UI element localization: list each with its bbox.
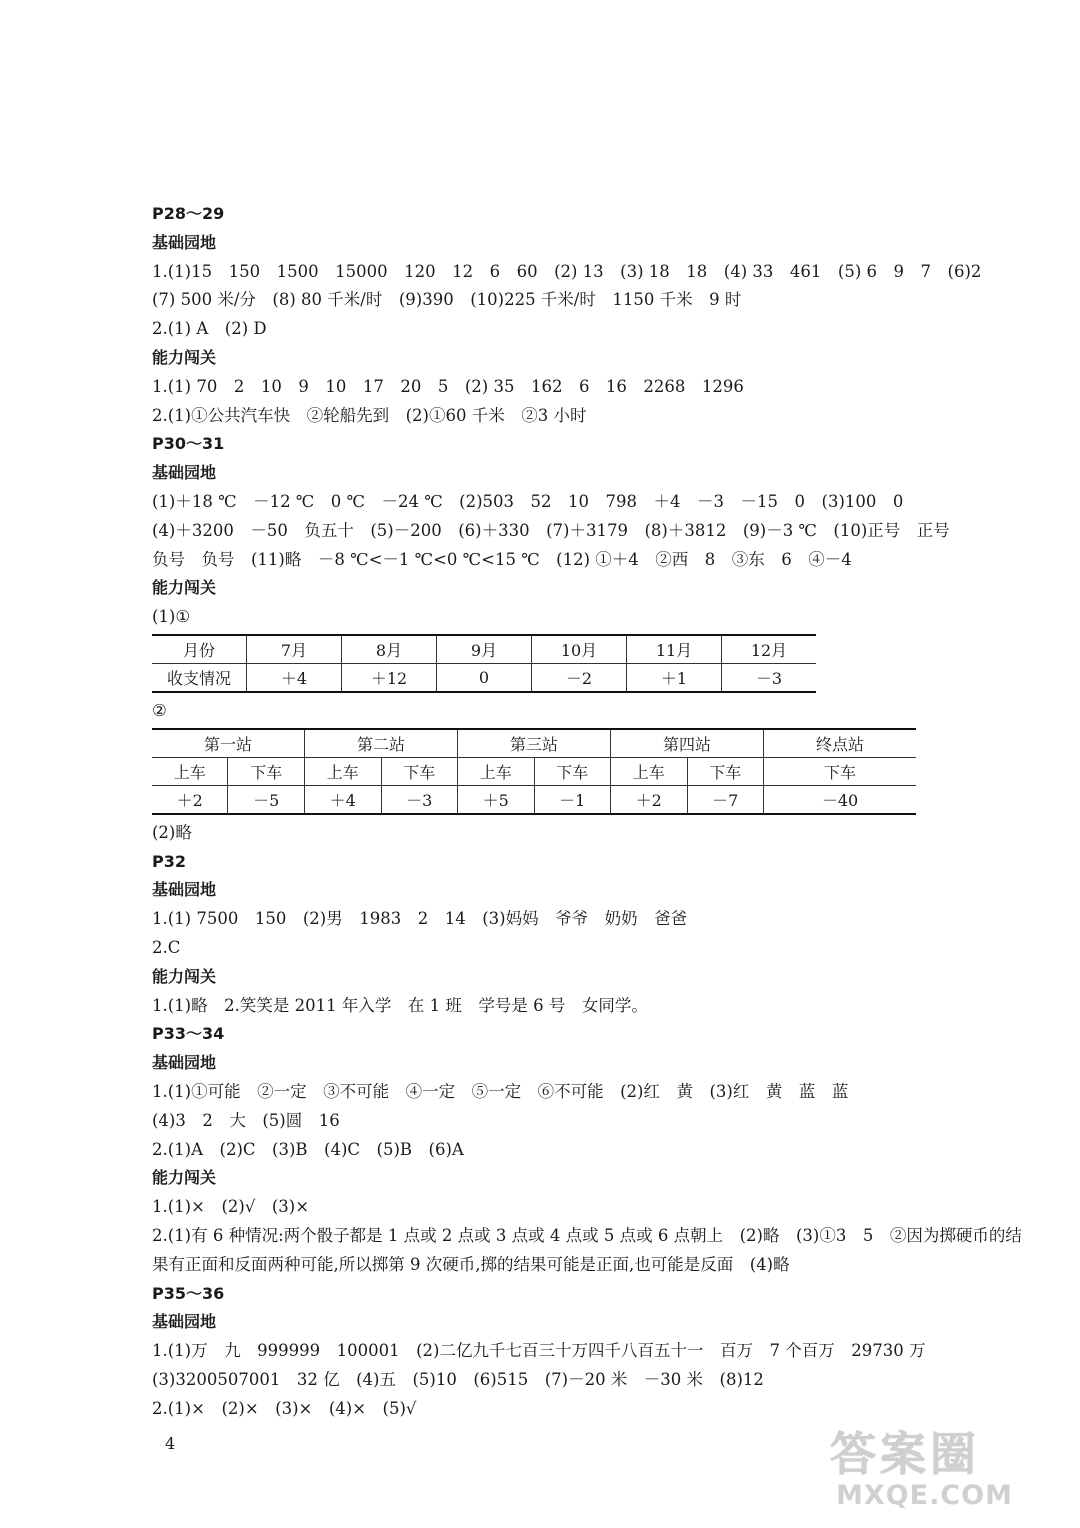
table-cell: 终点站 xyxy=(764,729,917,758)
ability-section-title: 能力闯关 xyxy=(152,578,217,598)
table-cell: －5 xyxy=(228,785,305,814)
table-cell: ＋4 xyxy=(305,785,382,814)
answer-line: 1.(1)万 九 999999 100001 (2)二亿九千七百三十万四千八百五十一 百万 7 个百万 29730 万 xyxy=(152,1341,926,1361)
answer-line: (3)3200507001 32 亿 (4)五 (5)10 (6)515 (7)－20 米 －30 米 (8)12 xyxy=(152,1369,764,1389)
table-cell: ＋4 xyxy=(247,663,342,692)
table-cell: 7月 xyxy=(247,635,342,664)
table-cell: 10月 xyxy=(532,635,627,664)
table-cell: 下车 xyxy=(381,757,458,785)
income-expense-table xyxy=(152,634,816,693)
table-cell: 上车 xyxy=(152,757,228,785)
watermark-logo-icon: 答案圈 xyxy=(830,1427,980,1481)
answer-page xyxy=(152,200,1032,1423)
table-cell: ＋2 xyxy=(611,785,688,814)
basic-section-title: 基础园地 xyxy=(152,880,217,900)
table-cell: ＋5 xyxy=(458,785,535,814)
table-cell: 收支情况 xyxy=(152,663,247,692)
table-cell: 0 xyxy=(437,663,532,692)
table-cell: －3 xyxy=(381,785,458,814)
answer-line: 1.(1)略 2.笑笑是 2011 年入学 在 1 班 学号是 6 号 女同学。 xyxy=(152,995,648,1015)
table-cell: 上车 xyxy=(458,757,535,785)
table-cell: ＋1 xyxy=(627,663,722,692)
table-cell: －3 xyxy=(722,663,817,692)
table-cell: 月份 xyxy=(152,635,247,664)
sub-question-label: (1)① xyxy=(152,607,191,627)
answer-line: (4)＋3200 －50 负五十 (5)－200 (6)＋330 (7)＋3179 (8)＋3812 (9)－3 ℃ (10)正号 正号 xyxy=(152,520,950,540)
table-cell: 12月 xyxy=(722,635,817,664)
answer-line: 2.(1) A (2) D xyxy=(152,319,267,339)
answer-line: (4)3 2 大 (5)圆 16 xyxy=(152,1110,340,1130)
table-cell: 上车 xyxy=(305,757,382,785)
table-cell: 上车 xyxy=(611,757,688,785)
table-cell: 8月 xyxy=(342,635,437,664)
table-cell: 11月 xyxy=(627,635,722,664)
table-cell: 第三站 xyxy=(458,729,611,758)
answer-line: 2.(1)× (2)× (3)× (4)× (5)√ xyxy=(152,1398,417,1418)
table-header-row xyxy=(152,729,916,758)
table-cell: 第四站 xyxy=(611,729,764,758)
page-range-heading: P30～31 xyxy=(152,434,225,454)
answer-line: 1.(1) 70 2 10 9 10 17 20 5 (2) 35 162 6 16 2268 1296 xyxy=(152,376,744,396)
answer-line: 2.(1)A (2)C (3)B (4)C (5)B (6)A xyxy=(152,1139,464,1159)
page-range-heading: P33～34 xyxy=(152,1024,225,1044)
page-range-heading: P35～36 xyxy=(152,1283,225,1303)
watermark-url: MXQE.COM xyxy=(836,1480,1013,1511)
table-cell: 第二站 xyxy=(305,729,458,758)
basic-section-title: 基础园地 xyxy=(152,463,217,483)
sub-question-label: ② xyxy=(152,700,167,720)
answer-line: 1.(1)× (2)√ (3)× xyxy=(152,1197,310,1217)
ability-section-title: 能力闯关 xyxy=(152,1168,217,1188)
table-cell: ＋2 xyxy=(152,785,228,814)
answer-line: 1.(1) 7500 150 (2)男 1983 2 14 (3)妈妈 爷爷 奶奶 爸爸 xyxy=(152,909,688,929)
page-number: 4 xyxy=(165,1434,176,1453)
answer-paragraph: 2.(1)有 6 种情况:两个骰子都是 1 点或 2 点或 3 点或 4 点或 5 点或 6 点朝上 (2)略 (3)①3 5 ②因为掷硬币的结果有正面和反面两种可能,所以掷第 9 次硬币,掷的结果可能是正面,也可能是反面 (4)略 xyxy=(152,1225,1022,1274)
answer-line: (2)略 xyxy=(152,822,192,842)
basic-section-title: 基础园地 xyxy=(152,1053,217,1073)
ability-section-title: 能力闯关 xyxy=(152,347,217,367)
answer-line: 负号 负号 (11)略 －8 ℃<－1 ℃<0 ℃<15 ℃ (12) ①＋4 ②西 8 ③东 6 ④－4 xyxy=(152,549,852,569)
table-cell: 下车 xyxy=(764,757,917,785)
table-cell: －1 xyxy=(534,785,611,814)
table-row xyxy=(152,757,916,785)
answer-line: (1)＋18 ℃ －12 ℃ 0 ℃ －24 ℃ (2)503 52 10 798 ＋4 －3 －15 0 (3)100 0 xyxy=(152,491,904,511)
answer-line: 2.C xyxy=(152,937,181,957)
table-row xyxy=(152,785,916,814)
answer-line: 1.(1)15 150 1500 15000 120 12 6 60 (2) 13 (3) 18 18 (4) 33 461 (5) 6 9 7 (6)2 xyxy=(152,261,982,281)
table-cell: 下车 xyxy=(228,757,305,785)
basic-section-title: 基础园地 xyxy=(152,232,217,252)
table-cell: 第一站 xyxy=(152,729,305,758)
page-range-heading: P32 xyxy=(152,851,186,871)
table-header-row xyxy=(152,635,816,664)
watermark xyxy=(830,1418,1040,1518)
table-cell: －2 xyxy=(532,663,627,692)
basic-section-title: 基础园地 xyxy=(152,1312,217,1332)
table-cell: ＋12 xyxy=(342,663,437,692)
answer-line: (7) 500 米/分 (8) 80 千米/时 (9)390 (10)225 千米/时 1150 千米 9 时 xyxy=(152,290,742,310)
table-cell: －40 xyxy=(764,785,917,814)
table-row xyxy=(152,663,816,692)
ability-section-title: 能力闯关 xyxy=(152,966,217,986)
answer-line: 2.(1)①公共汽车快 ②轮船先到 (2)①60 千米 ②3 小时 xyxy=(152,405,587,425)
bus-stops-table xyxy=(152,728,916,815)
table-cell: 下车 xyxy=(687,757,764,785)
table-cell: －7 xyxy=(687,785,764,814)
page-range-heading: P28～29 xyxy=(152,204,225,223)
table-cell: 下车 xyxy=(534,757,611,785)
table-cell: 9月 xyxy=(437,635,532,664)
answer-line: 1.(1)①可能 ②一定 ③不可能 ④一定 ⑤一定 ⑥不可能 (2)红 黄 (3)红 黄 蓝 蓝 xyxy=(152,1081,849,1101)
